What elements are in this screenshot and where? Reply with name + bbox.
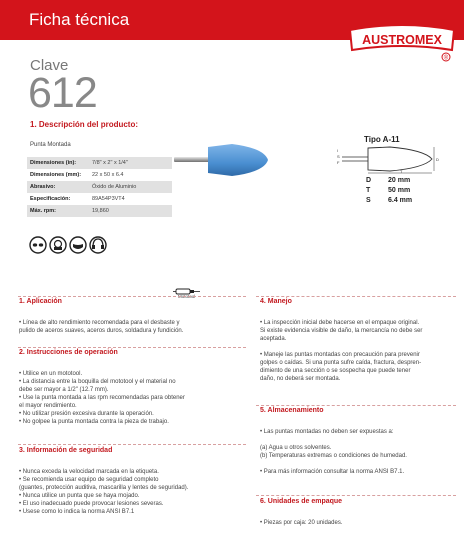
section-manejo <box>260 298 460 383</box>
spec-value: 19,860 <box>89 205 172 217</box>
spec-row <box>27 193 172 205</box>
page-title: Ficha técnica <box>29 10 130 29</box>
section-empaque-title: 6. Unidades de empaque <box>260 498 343 505</box>
divider-right-3 <box>256 495 456 496</box>
section-operacion <box>19 349 251 426</box>
section-seguridad-title: 3. Información de seguridad <box>19 447 113 454</box>
clave-number: 612 <box>28 69 97 117</box>
spec-row <box>27 169 172 181</box>
manejo-line: golpes o caídas. Si una punta sufre caída, fractura, despren- <box>260 360 422 366</box>
seguridad-line: • Nunca exceda la velocidad marcada en la etiqueta. <box>19 469 159 475</box>
diagram-letter-t: T <box>400 169 403 174</box>
section-almacenamiento <box>260 407 460 476</box>
product-name: Punta Montada <box>30 142 71 148</box>
manejo-line: • Maneje las puntas montadas con precaución para prevenir <box>260 352 420 358</box>
austromex-logo <box>348 24 456 64</box>
section-almacenamiento-title: 5. Almacenamiento <box>260 407 324 414</box>
divider-right-2 <box>256 405 456 406</box>
section-manejo-title: 4. Manejo <box>260 298 292 305</box>
spec-label: Dimensiones (in): <box>27 157 89 169</box>
section-aplicacion-line: pulido de aceros suaves, aceros duros, soldadura y fundición. <box>19 328 184 334</box>
operacion-line: • Use la punta montada a las rpm recomendadas para obtener <box>19 395 185 401</box>
spec-value: 22 x 50 x 6.4 <box>92 172 124 178</box>
left-column <box>19 298 251 335</box>
divider-right <box>256 296 456 297</box>
mototool-icon <box>172 284 202 294</box>
seguridad-line: • Usese como lo indica la norma ANSI B7.1 <box>19 509 135 515</box>
divider-left-3 <box>18 444 246 445</box>
manejo-line: dimiento de una sección o se sospecha que puede tener <box>260 368 411 374</box>
seguridad-line: (guantes, protección auditiva, mascarilla y lentes de seguridad). <box>19 485 189 491</box>
dim-row-t: T 50 mm <box>366 187 411 194</box>
spec-row <box>27 205 172 217</box>
mototool-label: Mototool <box>178 294 196 299</box>
operacion-line: • No golpee la punta montada contra la pieza de trabajo. <box>19 419 169 425</box>
product-image <box>172 130 272 180</box>
diagram-letter-f: F <box>337 160 340 165</box>
manejo-line: Si existe evidencia visible de daño, la mercancía no debe ser <box>260 328 423 334</box>
spec-value: 89A54P3VT4 <box>92 196 125 202</box>
operacion-line: el mayor rendimiento. <box>19 403 77 409</box>
safety-icons <box>29 236 119 261</box>
seguridad-line: • Se recomienda usar equipo de seguridad completo <box>19 477 159 483</box>
dim-row-s: S 6.4 mm <box>366 197 413 204</box>
face-shield-icon <box>50 237 66 253</box>
section-operacion-title: 2. Instrucciones de operación <box>19 349 118 356</box>
manejo-line: aceptada. <box>260 336 287 342</box>
almacen-line: (b) Temperaturas extremas o condiciones de humedad. <box>260 453 407 459</box>
empaque-line: • Piezas por caja: 20 unidades. <box>260 520 343 526</box>
spec-table <box>27 157 172 217</box>
almacen-line: • Para más información consultar la norma ANSI B7.1. <box>260 469 405 475</box>
operacion-line: debe ser mayor a 1/2" (12.7 mm). <box>19 387 109 393</box>
divider-left <box>18 296 246 297</box>
section-seguridad <box>19 447 251 516</box>
diagram-letter-d: D <box>436 157 439 162</box>
operacion-line: • No utilizar presión excesiva durante la operación. <box>19 411 154 417</box>
section-aplicacion-title: 1. Aplicación <box>19 298 62 305</box>
spec-label: Máx. rpm: <box>27 205 89 217</box>
registered-mark: ® <box>443 55 449 62</box>
mounted-point-illustration <box>172 130 272 180</box>
safety-glasses-icon <box>30 237 46 253</box>
operacion-line: • La distancia entre la boquilla del mototool y el material no <box>19 379 176 385</box>
clave-label: Clave <box>30 57 69 74</box>
ear-protection-icon <box>90 237 106 253</box>
tipo-label: Tipo A-11 <box>364 135 400 144</box>
spec-row <box>27 157 172 169</box>
technical-diagram <box>328 144 448 174</box>
dimensions-list <box>366 176 412 206</box>
seguridad-line: • Nunca utilice un punta que se haya mojado. <box>19 493 140 499</box>
section-aplicacion-line: • Línea de alto rendimiento recomendada para el desbaste y <box>19 320 180 326</box>
diagram-drawing <box>328 144 448 174</box>
almacen-line: • Las puntas montadas no deben ser expuestas a: <box>260 429 394 435</box>
spec-label: Especificación: <box>30 196 71 202</box>
diagram-letter-l: l <box>337 148 338 153</box>
divider-left-2 <box>18 347 246 348</box>
manejo-line: daño, no deberá ser montada. <box>260 376 341 382</box>
spec-value: Óxido de Aluminio <box>89 181 172 193</box>
logo-text: AUSTROMEX <box>362 33 442 47</box>
spec-label: Abrasivo: <box>27 181 89 193</box>
diagram-letter-s: S <box>337 154 340 159</box>
seguridad-line: • El uso inadecuado puede provocar lesiones severas. <box>19 501 164 507</box>
almacen-line: (a) Agua u otros solventes. <box>260 445 332 451</box>
manejo-line: • La inspección inicial debe hacerse en el empaque original. <box>260 320 420 326</box>
mask-icon <box>70 237 86 253</box>
safety-icons-row <box>29 236 119 256</box>
spec-row <box>27 181 172 193</box>
spec-value: 7/8" x 2" x 1/4" <box>89 157 172 169</box>
operacion-line: • Utilice en un mototool. <box>19 371 83 377</box>
spec-label: Dimensiones (mm): <box>30 172 82 178</box>
section-empaque <box>260 498 460 527</box>
logo-shape <box>348 24 456 64</box>
dim-row-d: D 20 mm <box>366 177 411 184</box>
description-title: 1. Descripción del producto: <box>30 120 139 129</box>
